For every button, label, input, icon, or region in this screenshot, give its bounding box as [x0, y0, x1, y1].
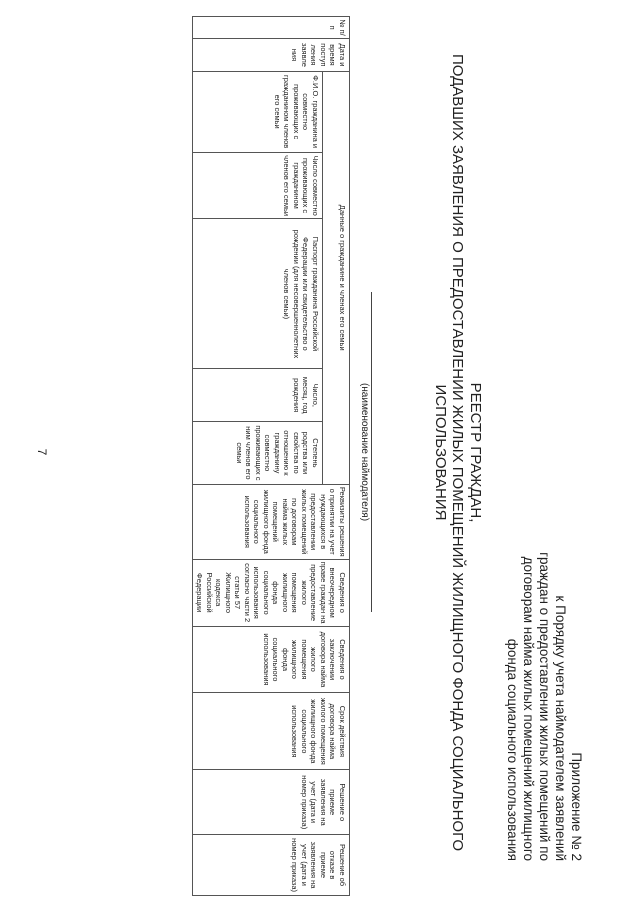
header-no: № п/п: [193, 17, 350, 39]
appendix-line: фонда социального использования: [505, 638, 520, 861]
document-subtitle: ПОДАВШИХ ЗАЯВЛЕНИЯ О ПРЕДОСТАВЛЕНИИ ЖИЛЫХ ПОМЕЩЕНИЙ ЖИЛИЩНОГО ФОНДА СОЦИАЛЬНОГО: [449, 53, 466, 852]
header-family-group: Данные о гражданине и членах его семьи: [322, 71, 349, 484]
document-subtitle-cont: ИСПОЛЬЗОВАНИЯ: [432, 384, 449, 521]
header-term: Срок действия договора найма жилого помещения жилищного фонда социального использования: [193, 693, 350, 770]
appendix-line: Приложение № 2: [569, 752, 584, 861]
registry-table: [192, 16, 350, 896]
header-registration: Решение о приеме заявления на учет (дата и номер приказа): [193, 770, 350, 835]
header-refusal: Решение об отказе в приеме заявления на учет (дата и номер приказа): [193, 835, 350, 896]
landlord-caption: (наименование наймодателя): [359, 382, 370, 522]
header-count: Число совместно проживающих с гражданином членов его семьи: [193, 152, 323, 219]
header-relation: Степень родства или свойства по отношению к гражданину совместно проживающих с ним членов его семьи: [193, 422, 323, 485]
header-birth: Число, месяц, год рождения: [193, 369, 323, 422]
landlord-name-line: [371, 292, 372, 612]
header-fio: Ф.И.О. гражданина и совместно проживающих с гражданином членов его семьи: [193, 71, 323, 152]
header-priority: Сведения о внеочередном праве граждан на предоставление жилого помещения жилищного фонда социального использования согласно части 2 статьи 57 Жилищного кодекса Российской Федерации: [193, 559, 350, 626]
header-contract: Сведения о заключении договора найма жилого помещения жилищного фонда социального использования: [193, 626, 350, 693]
appendix-line: граждан о предоставлении жилых помещений по: [537, 552, 552, 861]
appendix-line: к Порядку учета наймодателем заявлений: [553, 595, 568, 861]
appendix-line: договорам найма жилых помещений жилищного: [521, 556, 536, 861]
header-date: Дата и время поступ ления заявле ния: [193, 39, 350, 71]
page-number: 7: [35, 448, 49, 456]
header-passport: Паспорт гражданина Российской Федерации или свидетельство о рождении (для несовершеннолетних членов семьи): [193, 219, 323, 369]
document-title: РЕЕСТР ГРАЖДАН,: [467, 382, 484, 523]
appendix-header: [504, 421, 584, 861]
header-decision-accept: Реквизиты решения о принятии на учет нуждающихся в предоставлении жилых помещений по договорам найма жилых помещений жилищного фонда социального использования: [193, 484, 350, 559]
